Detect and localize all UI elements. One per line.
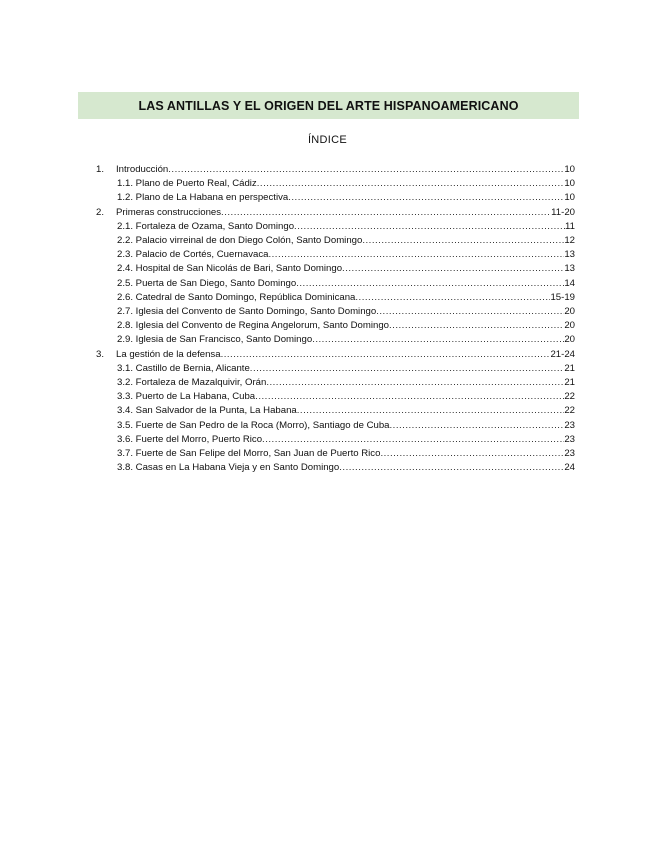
toc-page-number: 21: [564, 377, 575, 388]
toc-dot-leader: [288, 191, 564, 205]
toc-page-number: 13: [564, 263, 575, 275]
toc-section-entry[interactable]: [117, 177, 575, 191]
toc-section-entry[interactable]: [117, 461, 575, 475]
toc-section-entry[interactable]: [117, 234, 575, 248]
toc-dot-leader: [389, 319, 564, 333]
toc-page-number: 23: [564, 433, 575, 445]
toc-dot-leader: [390, 419, 565, 433]
index-heading: ÍNDICE: [307, 134, 348, 146]
toc-page-number: 12: [564, 235, 575, 246]
toc-entry-label: 3.6. Fuerte del Morro, Puerto Rico: [117, 433, 263, 445]
toc-entry-label: 2.7. Iglesia del Convento de Santo Domingo, Santo Domingo: [117, 306, 377, 317]
toc-dot-leader: [221, 206, 551, 220]
toc-page-number: 23: [564, 419, 575, 431]
toc-entry-label: 3.1. Castillo de Bernia, Alicante: [117, 362, 250, 374]
toc-page-number: 20: [564, 334, 575, 346]
toc-dot-leader: [339, 461, 564, 475]
toc-dot-leader: [312, 333, 564, 347]
toc-section-entry[interactable]: [117, 404, 575, 418]
toc-dot-leader: [168, 163, 564, 177]
toc-dot-leader: [355, 291, 550, 305]
toc-page-number: 23: [564, 448, 575, 459]
toc-entry-label: Introducción: [116, 164, 169, 175]
toc-page-number: 20: [564, 306, 575, 317]
toc-dot-leader: [342, 262, 564, 276]
toc-section-entry[interactable]: [117, 376, 575, 390]
toc-dot-leader: [297, 404, 565, 418]
toc-section-entry[interactable]: [117, 447, 575, 461]
toc-dot-leader: [262, 433, 564, 447]
toc-page-number: 10: [564, 178, 575, 190]
toc-chapter-number: 2.: [96, 206, 105, 218]
toc-section-entry[interactable]: [117, 362, 575, 376]
toc-dot-leader: [250, 362, 565, 376]
toc-entry-label: 2.5. Puerta de San Diego, Santo Domingo: [117, 277, 297, 289]
toc-entry-label: 3.4. San Salvador de la Punta, La Habana: [117, 405, 297, 417]
toc-chapter-number: 1.: [96, 164, 105, 175]
toc-page-number: 22: [564, 405, 575, 417]
document-title: LAS ANTILLAS Y EL ORIGEN DEL ARTE HISPANOAMERICANO: [138, 98, 519, 113]
toc-entry-label: 3.5. Fuerte de San Pedro de la Roca (Morro), Santiago de Cuba: [117, 419, 390, 431]
toc-entry-label: 1.2. Plano de La Habana en perspectiva: [117, 192, 289, 204]
toc-entry-label: 3.8. Casas en La Habana Vieja y en Santo Domingo: [117, 462, 340, 474]
toc-page-number: 11-20: [551, 206, 575, 218]
toc-page-number: 11: [565, 220, 575, 232]
toc-entry-label: 2.8. Iglesia del Convento de Regina Angelorum, Santo Domingo: [117, 320, 389, 332]
toc-section-entry[interactable]: [117, 305, 575, 319]
toc-dot-leader: [296, 277, 564, 291]
toc-dot-leader: [294, 220, 565, 234]
toc-entry-label: 2.2. Palacio virreinal de don Diego Colón, Santo Domingo: [117, 235, 363, 246]
toc-chapter-entry[interactable]: [96, 163, 575, 177]
toc-entry-label: 2.9. Iglesia de San Francisco, Santo Domingo: [117, 334, 313, 346]
toc-entry-label: 3.2. Fortaleza de Mazalquivir, Orán: [117, 377, 267, 388]
toc-chapter-number: 3.: [96, 348, 105, 360]
toc-entry-label: 2.4. Hospital de San Nicolás de Bari, Santo Domingo: [117, 263, 343, 275]
toc-section-entry[interactable]: [117, 191, 575, 205]
toc-section-entry[interactable]: [117, 319, 575, 333]
toc-dot-leader: [257, 177, 565, 191]
toc-dot-leader: [255, 390, 564, 404]
toc-page-number: 24: [564, 462, 575, 474]
toc-section-entry[interactable]: [117, 248, 575, 262]
toc-page-number: 21-24: [550, 348, 575, 360]
title-banner: [78, 92, 579, 119]
toc-page-number: 22: [564, 391, 575, 403]
toc-section-entry[interactable]: [117, 277, 575, 291]
toc-entry-label: 3.7. Fuerte de San Felipe del Morro, San Juan de Puerto Rico: [117, 448, 381, 459]
toc-dot-leader: [362, 234, 564, 248]
toc-page-number: 21: [564, 362, 575, 374]
toc-section-entry[interactable]: [117, 220, 575, 234]
toc-entry-label: La gestión de la defensa: [116, 348, 221, 360]
toc-entry-label: 2.3. Palacio de Cortés, Cuernavaca: [117, 249, 269, 261]
toc-page-number: 14: [564, 277, 575, 289]
toc-dot-leader: [268, 248, 564, 262]
toc-page-number: 20: [564, 320, 575, 332]
toc-chapter-entry[interactable]: [96, 348, 575, 362]
toc-dot-leader: [376, 305, 564, 319]
toc-entry-label: Primeras construcciones: [116, 206, 222, 218]
toc-dot-leader: [266, 376, 564, 390]
toc-section-entry[interactable]: [117, 291, 575, 305]
toc-page-number: 10: [564, 192, 575, 204]
toc-entry-label: 2.6. Catedral de Santo Domingo, República Dominicana: [117, 291, 356, 303]
toc-entry-label: 1.1. Plano de Puerto Real, Cádiz: [117, 178, 257, 190]
toc-chapter-entry[interactable]: [96, 206, 575, 220]
toc-section-entry[interactable]: [117, 419, 575, 433]
toc-section-entry[interactable]: [117, 262, 575, 276]
toc-dot-leader: [221, 348, 551, 362]
toc-section-entry[interactable]: [117, 433, 575, 447]
toc-entry-label: 3.3. Puerto de La Habana, Cuba: [117, 391, 256, 403]
toc-page-number: 10: [564, 164, 575, 175]
toc-section-entry[interactable]: [117, 333, 575, 347]
toc-entry-label: 2.1. Fortaleza de Ozama, Santo Domingo: [117, 220, 295, 232]
toc-dot-leader: [380, 447, 564, 461]
toc-page-number: 13: [564, 249, 575, 261]
toc-section-entry[interactable]: [117, 390, 575, 404]
toc-page-number: 15-19: [550, 291, 575, 303]
